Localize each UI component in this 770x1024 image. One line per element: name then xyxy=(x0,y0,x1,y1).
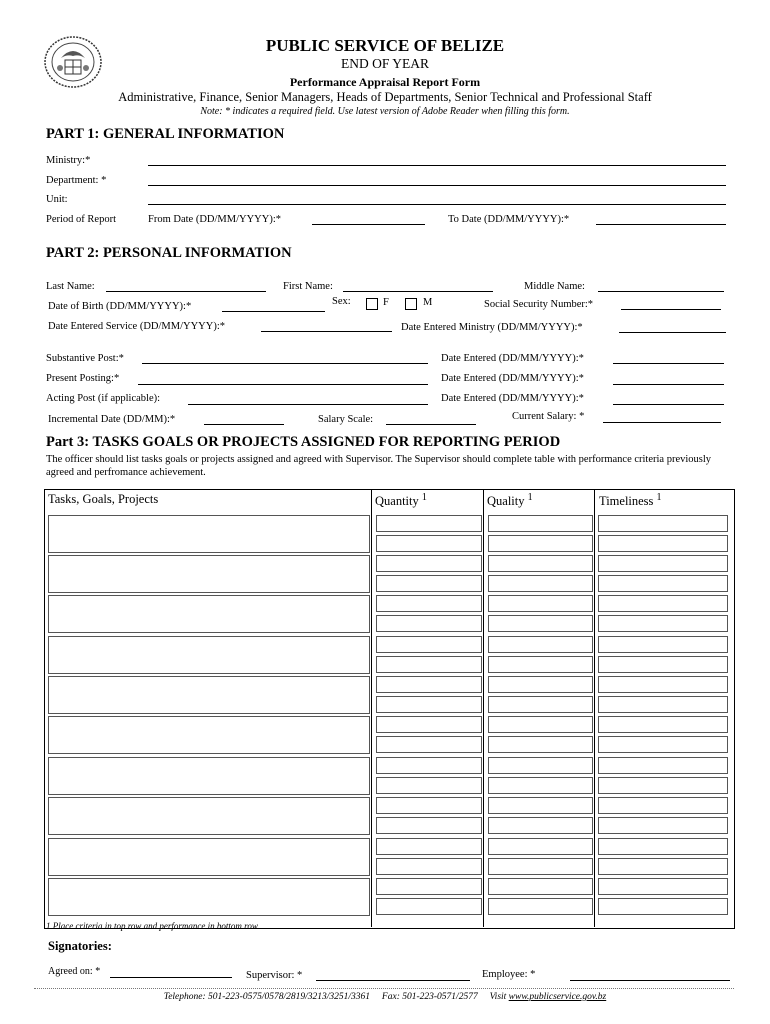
quality-criteria-input[interactable] xyxy=(488,716,593,733)
task-input[interactable] xyxy=(48,636,370,674)
agreed-on-label: Agreed on: * xyxy=(48,966,101,977)
timeliness-performance-input[interactable] xyxy=(598,535,728,552)
ministry-field[interactable] xyxy=(148,165,726,166)
ministry-label: Ministry:* xyxy=(46,155,91,166)
col-quantity-header: Quantity $^1$ xyxy=(375,492,427,509)
table-divider xyxy=(371,489,372,927)
to-date-label: To Date (DD/MM/YYYY):* xyxy=(448,214,570,225)
middle-name-label: Middle Name: xyxy=(524,281,585,292)
task-input[interactable] xyxy=(48,676,370,714)
employee-signature-field[interactable] xyxy=(570,980,730,981)
footer-visit: Visit xyxy=(489,992,507,1002)
table-divider xyxy=(483,489,484,927)
timeliness-performance-input[interactable] xyxy=(598,575,728,592)
part3-heading: Part 3: TASKS GOALS OR PROJECTS ASSIGNED FOR REPORTING PERIOD xyxy=(46,434,561,450)
audience-line: Administrative, Finance, Senior Managers, Heads of Departments, Senior Technical and Professional Staff xyxy=(118,90,652,104)
quantity-criteria-input[interactable] xyxy=(376,515,482,532)
substantive-post-label: Substantive Post:* xyxy=(46,353,124,364)
footer-telephone: Telephone: 501-223-0575/0578/2819/3213/3251/3361 xyxy=(163,992,371,1002)
present-posting-label: Present Posting:* xyxy=(46,373,120,384)
quantity-criteria-input[interactable] xyxy=(376,838,482,855)
timeliness-performance-input[interactable] xyxy=(598,777,728,794)
from-date-field[interactable] xyxy=(312,224,425,225)
timeliness-criteria-input[interactable] xyxy=(598,595,728,612)
salary-scale-field[interactable] xyxy=(386,424,476,425)
quality-criteria-input[interactable] xyxy=(488,636,593,653)
quantity-criteria-input[interactable] xyxy=(376,797,482,814)
ssn-label: Social Security Number:* xyxy=(484,299,594,310)
table-footnote: 1 Place criteria in top row and performance in bottom row. xyxy=(46,921,260,931)
timeliness-criteria-input[interactable] xyxy=(598,757,728,774)
first-name-field[interactable] xyxy=(343,291,493,292)
task-input[interactable] xyxy=(48,716,370,754)
timeliness-performance-input[interactable] xyxy=(598,817,728,834)
quantity-performance-input[interactable] xyxy=(376,615,482,632)
quality-criteria-input[interactable] xyxy=(488,515,593,532)
footer-fax: Fax: 501-223-0571/2577 xyxy=(381,992,478,1002)
quality-criteria-input[interactable] xyxy=(488,878,593,895)
current-salary-field[interactable] xyxy=(603,422,721,423)
timeliness-criteria-input[interactable] xyxy=(598,515,728,532)
to-date-field[interactable] xyxy=(596,224,726,225)
quality-criteria-input[interactable] xyxy=(488,555,593,572)
timeliness-criteria-input[interactable] xyxy=(598,636,728,653)
present-posting-date-label: Date Entered (DD/MM/YYYY):* xyxy=(441,373,584,384)
quantity-performance-input[interactable] xyxy=(376,535,482,552)
date-ministry-label: Date Entered Ministry (DD/MM/YYYY):* xyxy=(401,322,583,333)
col-timeliness-header: Timeliness $^1$ xyxy=(599,492,662,509)
period-label: Period of Report xyxy=(46,214,116,225)
current-salary-label: Current Salary: * xyxy=(512,411,585,422)
timeliness-performance-input[interactable] xyxy=(598,898,728,915)
task-input[interactable] xyxy=(48,595,370,633)
quality-performance-input[interactable] xyxy=(488,535,593,552)
task-input[interactable] xyxy=(48,757,370,795)
quantity-performance-input[interactable] xyxy=(376,736,482,753)
col-quality-header: Quality $^1$ xyxy=(487,492,533,509)
incremental-date-label: Incremental Date (DD/MM):* xyxy=(48,414,176,425)
last-name-field[interactable] xyxy=(106,291,266,292)
dob-label: Date of Birth (DD/MM/YYYY):* xyxy=(48,301,192,312)
ssn-field[interactable] xyxy=(621,309,721,310)
quality-performance-input[interactable] xyxy=(488,898,593,915)
sex-m-checkbox[interactable] xyxy=(405,298,417,310)
page-subtitle: END OF YEAR xyxy=(340,56,429,71)
substantive-date-label: Date Entered (DD/MM/YYYY):* xyxy=(441,353,584,364)
quantity-performance-input[interactable] xyxy=(376,898,482,915)
quality-performance-input[interactable] xyxy=(488,615,593,632)
quality-performance-input[interactable] xyxy=(488,777,593,794)
task-input[interactable] xyxy=(48,515,370,553)
timeliness-performance-input[interactable] xyxy=(598,736,728,753)
supervisor-signature-field[interactable] xyxy=(316,980,470,981)
quality-performance-input[interactable] xyxy=(488,858,593,875)
quantity-performance-input[interactable] xyxy=(376,575,482,592)
substantive-date-field[interactable] xyxy=(613,363,724,364)
timeliness-criteria-input[interactable] xyxy=(598,676,728,693)
date-service-field[interactable] xyxy=(261,331,392,332)
quantity-performance-input[interactable] xyxy=(376,817,482,834)
quality-performance-input[interactable] xyxy=(488,817,593,834)
present-posting-date-field[interactable] xyxy=(613,384,724,385)
quality-criteria-input[interactable] xyxy=(488,595,593,612)
quality-performance-input[interactable] xyxy=(488,575,593,592)
quantity-criteria-input[interactable] xyxy=(376,555,482,572)
department-label: Department: * xyxy=(46,175,107,186)
task-input[interactable] xyxy=(48,878,370,916)
quantity-performance-input[interactable] xyxy=(376,656,482,673)
footer-divider xyxy=(34,988,734,989)
date-ministry-field[interactable] xyxy=(619,332,726,333)
quality-criteria-input[interactable] xyxy=(488,797,593,814)
task-input[interactable] xyxy=(48,555,370,593)
sex-f-label: F xyxy=(383,297,389,308)
last-name-label: Last Name: xyxy=(46,281,95,292)
signatories-heading: Signatories: xyxy=(48,939,112,953)
timeliness-performance-input[interactable] xyxy=(598,656,728,673)
footer-website-link[interactable]: www.publicservice.gov.bz xyxy=(508,992,607,1002)
agreed-on-field[interactable] xyxy=(110,977,232,978)
timeliness-performance-input[interactable] xyxy=(598,696,728,713)
acting-post-date-label: Date Entered (DD/MM/YYYY):* xyxy=(441,393,584,404)
middle-name-field[interactable] xyxy=(598,291,724,292)
timeliness-criteria-input[interactable] xyxy=(598,878,728,895)
salary-scale-label: Salary Scale: xyxy=(318,414,374,425)
acting-post-field[interactable] xyxy=(188,404,428,405)
table-divider xyxy=(594,489,595,927)
sex-label: Sex: xyxy=(332,296,351,307)
dob-field[interactable] xyxy=(222,311,325,312)
unit-field[interactable] xyxy=(148,204,726,205)
from-date-label: From Date (DD/MM/YYYY):* xyxy=(148,214,281,225)
task-input[interactable] xyxy=(48,838,370,876)
required-note: Note: * indicates a required field. Use latest version of Adobe Reader when filling this form. xyxy=(200,106,570,117)
substantive-post-field[interactable] xyxy=(142,363,428,364)
quality-criteria-input[interactable] xyxy=(488,757,593,774)
form-name: Performance Appraisal Report Form xyxy=(289,75,481,89)
col-tasks-header: Tasks, Goals, Projects xyxy=(48,492,159,506)
supervisor-label: Supervisor: * xyxy=(246,970,303,981)
timeliness-performance-input[interactable] xyxy=(598,858,728,875)
quantity-criteria-input[interactable] xyxy=(376,716,482,733)
employee-label: Employee: * xyxy=(482,969,536,980)
quantity-criteria-input[interactable] xyxy=(376,636,482,653)
part2-heading: PART 2: PERSONAL INFORMATION xyxy=(46,245,292,261)
quantity-criteria-input[interactable] xyxy=(376,757,482,774)
timeliness-criteria-input[interactable] xyxy=(598,838,728,855)
sex-f-checkbox[interactable] xyxy=(366,298,378,310)
timeliness-criteria-input[interactable] xyxy=(598,716,728,733)
present-posting-field[interactable] xyxy=(138,384,428,385)
quantity-criteria-input[interactable] xyxy=(376,676,482,693)
acting-post-date-field[interactable] xyxy=(613,404,724,405)
quantity-performance-input[interactable] xyxy=(376,858,482,875)
footer-contact xyxy=(0,992,770,1002)
department-field[interactable] xyxy=(148,185,726,186)
page-title: PUBLIC SERVICE OF BELIZE xyxy=(265,36,505,55)
quantity-criteria-input[interactable] xyxy=(376,878,482,895)
incremental-date-field[interactable] xyxy=(204,424,284,425)
task-input[interactable] xyxy=(48,797,370,835)
quantity-criteria-input[interactable] xyxy=(376,595,482,612)
acting-post-label: Acting Post (if applicable): xyxy=(46,393,161,404)
timeliness-criteria-input[interactable] xyxy=(598,555,728,572)
quantity-performance-input[interactable] xyxy=(376,696,482,713)
part1-heading: PART 1: GENERAL INFORMATION xyxy=(46,126,285,142)
timeliness-criteria-input[interactable] xyxy=(598,797,728,814)
unit-label: Unit: xyxy=(46,194,68,205)
sex-m-label: M xyxy=(423,297,433,308)
quality-performance-input[interactable] xyxy=(488,696,593,713)
quantity-performance-input[interactable] xyxy=(376,777,482,794)
quality-criteria-input[interactable] xyxy=(488,838,593,855)
quality-performance-input[interactable] xyxy=(488,656,593,673)
quality-performance-input[interactable] xyxy=(488,736,593,753)
timeliness-performance-input[interactable] xyxy=(598,615,728,632)
first-name-label: First Name: xyxy=(283,281,333,292)
part3-instructions: The officer should list tasks goals or projects assigned and agreed with Supervisor. The Supervisor should complete table with performance criteria previously agreed and perfromance achievement. xyxy=(46,454,712,478)
date-service-label: Date Entered Service (DD/MM/YYYY):* xyxy=(48,321,225,332)
quality-criteria-input[interactable] xyxy=(488,676,593,693)
